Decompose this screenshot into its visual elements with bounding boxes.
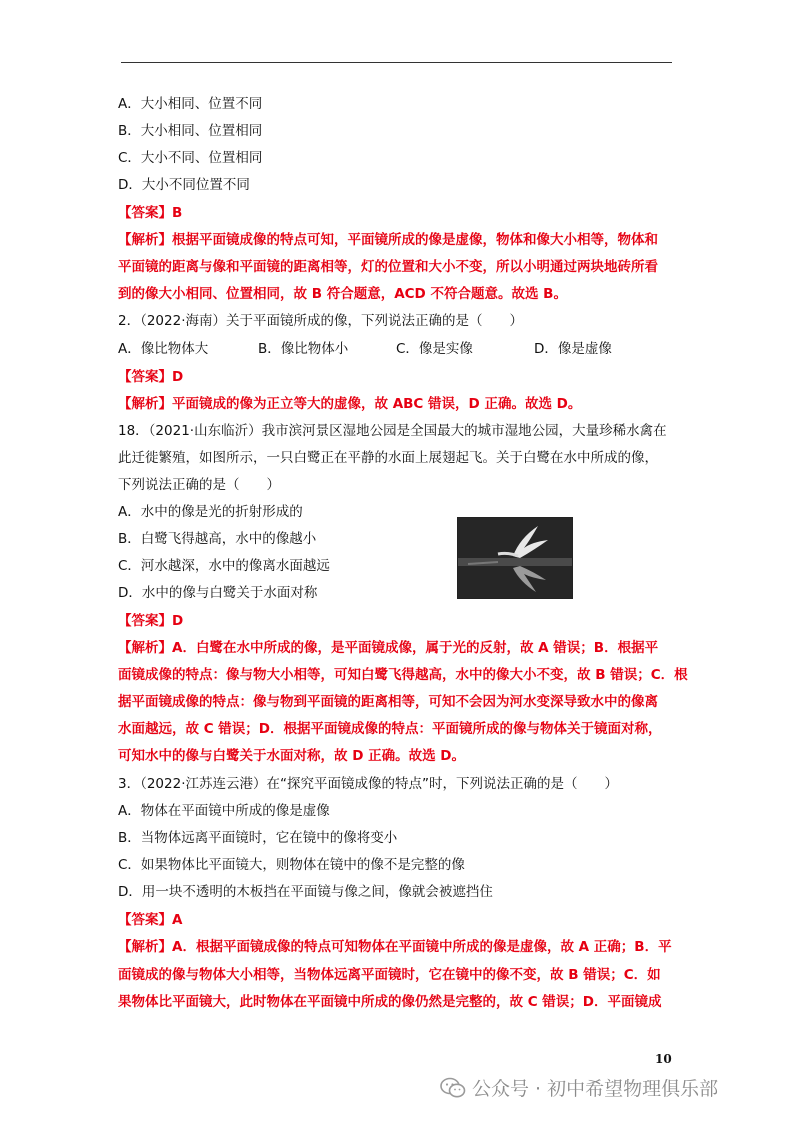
watermark-text: 公众号 · 初中希望物理俱乐部 — [472, 1078, 719, 1100]
text-line: C．河水越深，水中的像离水面越远 — [118, 558, 330, 574]
answer-line: 据平面镜成像的特点：像与物到平面镜的距离相等，可知不会因为河水变深导致水中的像离 — [118, 694, 658, 710]
text-line: 下列说法正确的是（ ） — [118, 477, 280, 493]
answer-line: 果物体比平面镜大，此时物体在平面镜中所成的像仍然是完整的，故 C 错误；D．平面镜成 — [118, 994, 662, 1010]
option-0: A．像比物体大 — [118, 341, 209, 357]
option-1: B．像比物体小 — [258, 341, 349, 357]
egret-photo — [457, 517, 573, 599]
text-line: A．水中的像是光的折射形成的 — [118, 504, 303, 520]
answer-line: 面镜成的像与物体大小相等，当物体远离平面镜时，它在镜中的像不变，故 B 错误；C．如 — [118, 967, 661, 983]
text-line: D．大小不同位置不同 — [118, 177, 250, 193]
text-line: 2．（2022·海南）关于平面镜所成的像，下列说法正确的是（ ） — [118, 313, 523, 329]
option-2: C．像是实像 — [396, 341, 473, 357]
answer-line: 【解析】A．白鹭在水中所成的像，是平面镜成像，属于光的反射，故 A 错误；B．根据平 — [118, 640, 659, 656]
text-line: 18．（2021·山东临沂）我市滨河景区湿地公园是全国最大的城市湿地公园，大量珍稀水禽在 — [118, 423, 667, 439]
answer-line: 【解析】根据平面镜成像的特点可知，平面镜所成的像是虚像，物体和像大小相等，物体和 — [118, 232, 658, 248]
text-line: A．物体在平面镜中所成的像是虚像 — [118, 803, 330, 819]
text-line: D．水中的像与白鹭关于水面对称 — [118, 585, 318, 601]
answer-line: 平面镜的距离与像和平面镜的距离相等，灯的位置和大小不变，所以小明通过两块地砖所看 — [118, 259, 658, 275]
text-line: 此迁徙繁殖，如图所示，一只白鹭正在平静的水面上展翅起飞。关于白鹭在水中所成的像， — [118, 450, 658, 466]
page-number: 10 — [655, 1052, 672, 1066]
text-line: D．用一块不透明的木板挡在平面镜与像之间，像就会被遮挡住 — [118, 884, 493, 900]
answer-line: 【答案】B — [118, 205, 183, 221]
answer-line: 【答案】D — [118, 613, 184, 629]
text-line: C．大小不同、位置相同 — [118, 150, 263, 166]
text-line: B．大小相同、位置相同 — [118, 123, 263, 139]
answer-line: 水面越远，故 C 错误；D．根据平面镜成像的特点：平面镜所成的像与物体关于镜面对称， — [118, 721, 662, 737]
text-line: A．大小相同、位置不同 — [118, 96, 263, 112]
text-line: B．白鹭飞得越高，水中的像越小 — [118, 531, 317, 547]
header-rule — [121, 62, 672, 63]
answer-line: 到的像大小相同、位置相同，故 B 符合题意，ACD 不符合题意。故选 B。 — [118, 286, 567, 302]
answer-line: 【解析】A．根据平面镜成像的特点可知物体在平面镜中所成的像是虚像，故 A 正确；B．平 — [118, 939, 672, 955]
option-3: D．像是虚像 — [534, 341, 612, 357]
text-line: C．如果物体比平面镜大，则物体在镜中的像不是完整的像 — [118, 857, 465, 873]
answer-line: 【答案】D — [118, 369, 184, 385]
text-line: B．当物体远离平面镜时，它在镜中的像将变小 — [118, 830, 398, 846]
wechat-icon — [440, 1077, 466, 1099]
answer-line: 【答案】A — [118, 912, 183, 928]
text-line: 3．（2022·江苏连云港）在“探究平面镜成像的特点”时，下列说法正确的是（ ） — [118, 776, 618, 792]
answer-line: 面镜成像的特点：像与物大小相等，可知白鹭飞得越高，水中的像大小不变，故 B 错误；C．根 — [118, 667, 688, 683]
watermark — [440, 1074, 718, 1101]
answer-line: 【解析】平面镜成的像为正立等大的虚像，故 ABC 错误，D 正确。故选 D。 — [118, 396, 582, 412]
answer-line: 可知水中的像与白鹭关于水面对称，故 D 正确。故选 D。 — [118, 748, 466, 764]
